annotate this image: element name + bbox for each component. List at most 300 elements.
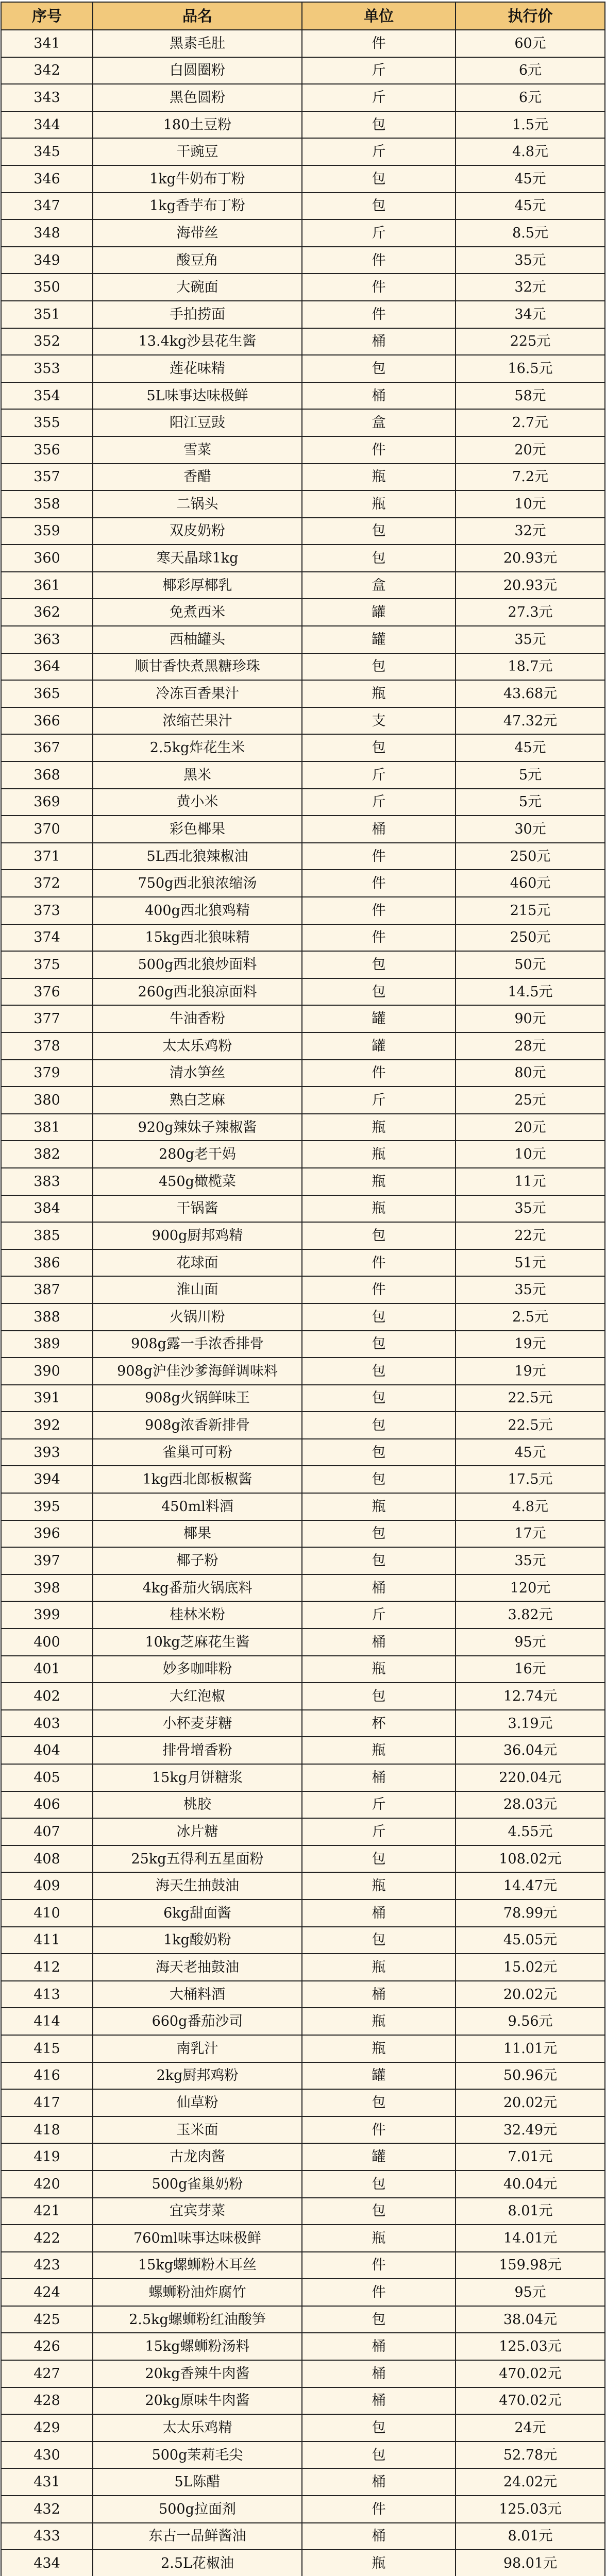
cell-product-name: 180土豆粉 (93, 111, 302, 139)
table-row (1, 247, 605, 274)
cell-serial-number: 359 (1, 518, 93, 545)
cell-serial-number: 392 (1, 1412, 93, 1439)
cell-price: 2.5元 (456, 1303, 605, 1331)
cell-serial-number: 426 (1, 2333, 93, 2360)
cell-product-name: 椰彩厚椰乳 (93, 572, 302, 599)
cell-serial-number: 393 (1, 1439, 93, 1466)
cell-serial-number: 413 (1, 1981, 93, 2008)
cell-price: 14.5元 (456, 978, 605, 1006)
cell-product-name: 牛油香粉 (93, 1005, 302, 1032)
cell-price: 36.04元 (456, 1737, 605, 1764)
table-row (1, 2008, 605, 2035)
cell-serial-number: 375 (1, 951, 93, 978)
cell-product-name: 260g西北狼凉面料 (93, 978, 302, 1006)
cell-product-name: 海带丝 (93, 219, 302, 247)
cell-price: 52.78元 (456, 2442, 605, 2469)
cell-serial-number: 352 (1, 328, 93, 355)
cell-product-name: 大红泡椒 (93, 1683, 302, 1710)
cell-unit: 斤 (302, 1087, 456, 1114)
cell-unit: 桶 (302, 2523, 456, 2550)
table-row (1, 978, 605, 1006)
cell-serial-number: 345 (1, 138, 93, 165)
cell-product-name: 莲花味精 (93, 355, 302, 382)
cell-unit: 桶 (302, 1900, 456, 1927)
cell-unit: 件 (302, 843, 456, 870)
cell-price: 220.04元 (456, 1764, 605, 1791)
cell-unit: 包 (302, 2442, 456, 2469)
cell-serial-number: 418 (1, 2116, 93, 2144)
cell-unit: 瓶 (302, 2008, 456, 2035)
cell-serial-number: 390 (1, 1358, 93, 1385)
cell-serial-number: 421 (1, 2198, 93, 2225)
cell-unit: 罐 (302, 626, 456, 653)
cell-serial-number: 347 (1, 193, 93, 220)
table-row (1, 1601, 605, 1629)
table-row (1, 2062, 605, 2090)
table-row (1, 1276, 605, 1303)
cell-price: 45元 (456, 734, 605, 761)
cell-serial-number: 402 (1, 1683, 93, 1710)
cell-product-name: 15kg西北狼味精 (93, 924, 302, 952)
cell-product-name: 2.5L花椒油 (93, 2550, 302, 2576)
cell-unit: 瓶 (302, 2035, 456, 2062)
cell-price: 32.49元 (456, 2116, 605, 2144)
cell-price: 11.01元 (456, 2035, 605, 2062)
cell-serial-number: 383 (1, 1168, 93, 1195)
cell-product-name: 桃胶 (93, 1791, 302, 1819)
cell-serial-number: 395 (1, 1493, 93, 1520)
cell-unit: 桶 (302, 1629, 456, 1656)
cell-price: 17元 (456, 1520, 605, 1548)
cell-product-name: 太太乐鸡粉 (93, 1032, 302, 1060)
cell-price: 1.5元 (456, 111, 605, 139)
table-row (1, 2143, 605, 2171)
cell-unit: 包 (302, 1439, 456, 1466)
cell-price: 8.01元 (456, 2523, 605, 2550)
cell-product-name: 6kg甜面酱 (93, 1900, 302, 1927)
cell-price: 8.01元 (456, 2198, 605, 2225)
table-row (1, 2225, 605, 2252)
cell-serial-number: 424 (1, 2279, 93, 2306)
cell-price: 24元 (456, 2414, 605, 2442)
cell-price: 18.7元 (456, 653, 605, 681)
cell-serial-number: 366 (1, 707, 93, 735)
table-row (1, 111, 605, 139)
table-row (1, 1493, 605, 1520)
cell-serial-number: 384 (1, 1195, 93, 1223)
cell-unit: 包 (302, 1331, 456, 1358)
cell-product-name: 妙多咖啡粉 (93, 1656, 302, 1683)
cell-price: 17.5元 (456, 1466, 605, 1493)
cell-unit: 斤 (302, 1791, 456, 1819)
cell-serial-number: 343 (1, 84, 93, 111)
cell-product-name: 螺蛳粉油炸腐竹 (93, 2279, 302, 2306)
cell-product-name: 5L西北狼辣椒油 (93, 843, 302, 870)
cell-price: 38.04元 (456, 2306, 605, 2333)
table-row (1, 1168, 605, 1195)
table-row (1, 1466, 605, 1493)
table-row (1, 193, 605, 220)
cell-product-name: 2.5kg炸花生米 (93, 734, 302, 761)
table-row (1, 1574, 605, 1602)
cell-serial-number: 398 (1, 1574, 93, 1602)
cell-unit: 桶 (302, 2333, 456, 2360)
cell-product-name: 5L味事达味极鲜 (93, 382, 302, 410)
cell-product-name: 阳江豆豉 (93, 409, 302, 436)
cell-price: 98.01元 (456, 2550, 605, 2576)
cell-serial-number: 391 (1, 1385, 93, 1412)
cell-price: 28元 (456, 1032, 605, 1060)
cell-price: 50元 (456, 951, 605, 978)
table-row (1, 1222, 605, 1249)
cell-serial-number: 350 (1, 274, 93, 301)
cell-product-name: 大碗面 (93, 274, 302, 301)
table-row (1, 1358, 605, 1385)
cell-unit: 瓶 (302, 1737, 456, 1764)
cell-product-name: 1kg西北郎板椒酱 (93, 1466, 302, 1493)
cell-product-name: 450ml料酒 (93, 1493, 302, 1520)
cell-product-name: 香醋 (93, 464, 302, 491)
cell-product-name: 火锅川粉 (93, 1303, 302, 1331)
cell-price: 20元 (456, 1114, 605, 1141)
cell-serial-number: 367 (1, 734, 93, 761)
cell-price: 19元 (456, 1358, 605, 1385)
table-row (1, 843, 605, 870)
cell-product-name: 免煮西米 (93, 599, 302, 626)
cell-serial-number: 374 (1, 924, 93, 952)
cell-unit: 包 (302, 2198, 456, 2225)
cell-unit: 包 (302, 978, 456, 1006)
table-row (1, 1087, 605, 1114)
cell-unit: 件 (302, 247, 456, 274)
cell-product-name: 仙草粉 (93, 2089, 302, 2116)
table-row (1, 490, 605, 518)
table-row (1, 219, 605, 247)
cell-price: 470.02元 (456, 2387, 605, 2415)
cell-product-name: 908g沪佳沙爹海鲜调味料 (93, 1358, 302, 1385)
cell-unit: 斤 (302, 761, 456, 789)
cell-price: 10元 (456, 490, 605, 518)
cell-unit: 桶 (302, 1764, 456, 1791)
table-row (1, 897, 605, 924)
cell-product-name: 黑色圆粉 (93, 84, 302, 111)
cell-price: 125.03元 (456, 2333, 605, 2360)
cell-serial-number: 354 (1, 382, 93, 410)
cell-serial-number: 364 (1, 653, 93, 681)
cell-serial-number: 356 (1, 436, 93, 464)
cell-product-name: 280g老干妈 (93, 1141, 302, 1168)
cell-price: 7.01元 (456, 2143, 605, 2171)
cell-product-name: 5L陈醋 (93, 2468, 302, 2496)
table-row (1, 1872, 605, 1900)
table-row (1, 1981, 605, 2008)
table-row (1, 1547, 605, 1574)
table-row (1, 2279, 605, 2306)
cell-product-name: 13.4kg沙县花生酱 (93, 328, 302, 355)
table-row (1, 1954, 605, 1981)
table-row (1, 599, 605, 626)
cell-product-name: 彩色椰果 (93, 816, 302, 843)
cell-serial-number: 351 (1, 301, 93, 328)
cell-product-name: 908g火锅鲜味王 (93, 1385, 302, 1412)
cell-price: 78.99元 (456, 1900, 605, 1927)
cell-unit: 包 (302, 1683, 456, 1710)
cell-serial-number: 349 (1, 247, 93, 274)
table-row (1, 1791, 605, 1819)
cell-serial-number: 428 (1, 2387, 93, 2415)
cell-serial-number: 427 (1, 2360, 93, 2387)
cell-price: 10元 (456, 1141, 605, 1168)
cell-serial-number: 388 (1, 1303, 93, 1331)
cell-price: 35元 (456, 626, 605, 653)
cell-price: 14.01元 (456, 2225, 605, 2252)
cell-unit: 件 (302, 897, 456, 924)
cell-unit: 瓶 (302, 1493, 456, 1520)
cell-unit: 包 (302, 1547, 456, 1574)
table-row (1, 2360, 605, 2387)
cell-price: 4.8元 (456, 138, 605, 165)
cell-unit: 桶 (302, 382, 456, 410)
table-row (1, 1737, 605, 1764)
cell-serial-number: 415 (1, 2035, 93, 2062)
table-row (1, 382, 605, 410)
table-row (1, 1520, 605, 1548)
cell-price: 30元 (456, 816, 605, 843)
cell-unit: 包 (302, 2414, 456, 2442)
table-row (1, 328, 605, 355)
table-row (1, 2550, 605, 2576)
table-row (1, 951, 605, 978)
cell-price: 35元 (456, 1547, 605, 1574)
cell-unit: 瓶 (302, 1656, 456, 1683)
cell-unit: 罐 (302, 599, 456, 626)
cell-price: 34元 (456, 301, 605, 328)
cell-product-name: 大桶料酒 (93, 1981, 302, 2008)
cell-serial-number: 358 (1, 490, 93, 518)
cell-serial-number: 341 (1, 30, 93, 57)
cell-product-name: 500g雀巢奶粉 (93, 2171, 302, 2198)
header-unit: 单位 (302, 2, 456, 30)
table-row (1, 2523, 605, 2550)
table-row (1, 2414, 605, 2442)
cell-serial-number: 430 (1, 2442, 93, 2469)
table-row (1, 518, 605, 545)
cell-product-name: 20kg原味牛肉酱 (93, 2387, 302, 2415)
cell-price: 45元 (456, 165, 605, 193)
cell-price: 125.03元 (456, 2496, 605, 2523)
cell-product-name: 顺甘香快煮黑糖珍珠 (93, 653, 302, 681)
table-row (1, 436, 605, 464)
table-row (1, 572, 605, 599)
cell-serial-number: 361 (1, 572, 93, 599)
cell-unit: 瓶 (302, 464, 456, 491)
cell-unit: 包 (302, 1845, 456, 1873)
cell-price: 14.47元 (456, 1872, 605, 1900)
cell-product-name: 25kg五得利五星面粉 (93, 1845, 302, 1873)
table-row (1, 2496, 605, 2523)
cell-price: 9.56元 (456, 2008, 605, 2035)
cell-product-name: 雀巢可可粉 (93, 1439, 302, 1466)
table-row (1, 626, 605, 653)
table-row (1, 1114, 605, 1141)
cell-product-name: 熟白芝麻 (93, 1087, 302, 1114)
table-row (1, 2333, 605, 2360)
cell-unit: 斤 (302, 1818, 456, 1845)
table-row (1, 409, 605, 436)
cell-product-name: 东古一品鲜酱油 (93, 2523, 302, 2550)
cell-price: 47.32元 (456, 707, 605, 735)
cell-product-name: 海天生抽鼓油 (93, 1872, 302, 1900)
cell-unit: 件 (302, 2252, 456, 2279)
cell-serial-number: 360 (1, 545, 93, 572)
cell-unit: 件 (302, 436, 456, 464)
cell-serial-number: 403 (1, 1710, 93, 1737)
cell-unit: 杯 (302, 1710, 456, 1737)
cell-serial-number: 381 (1, 1114, 93, 1141)
cell-price: 20.02元 (456, 2089, 605, 2116)
cell-unit: 包 (302, 193, 456, 220)
table-row (1, 1005, 605, 1032)
cell-price: 108.02元 (456, 1845, 605, 1873)
cell-unit: 包 (302, 2089, 456, 2116)
cell-serial-number: 410 (1, 1900, 93, 1927)
table-row (1, 138, 605, 165)
cell-serial-number: 419 (1, 2143, 93, 2171)
cell-price: 22元 (456, 1222, 605, 1249)
table-row (1, 301, 605, 328)
cell-product-name: 15kg螺蛳粉汤料 (93, 2333, 302, 2360)
table-row (1, 734, 605, 761)
cell-unit: 包 (302, 653, 456, 681)
cell-unit: 罐 (302, 1032, 456, 1060)
cell-product-name: 冰片糖 (93, 1818, 302, 1845)
cell-price: 7.2元 (456, 464, 605, 491)
cell-price: 120元 (456, 1574, 605, 1602)
cell-price: 8.5元 (456, 219, 605, 247)
table-row (1, 84, 605, 111)
cell-product-name: 酸豆角 (93, 247, 302, 274)
header-product-name: 品名 (93, 2, 302, 30)
cell-price: 6元 (456, 84, 605, 111)
cell-product-name: 清水笋丝 (93, 1060, 302, 1087)
cell-serial-number: 396 (1, 1520, 93, 1548)
cell-price: 250元 (456, 924, 605, 952)
cell-serial-number: 371 (1, 843, 93, 870)
cell-price: 27.3元 (456, 599, 605, 626)
price-list-sheet (1, 2, 604, 2576)
cell-product-name: 900g厨邦鸡精 (93, 1222, 302, 1249)
cell-serial-number: 414 (1, 2008, 93, 2035)
cell-serial-number: 355 (1, 409, 93, 436)
cell-unit: 瓶 (302, 1141, 456, 1168)
cell-product-name: 黑米 (93, 761, 302, 789)
cell-product-name: 20kg香辣牛肉酱 (93, 2360, 302, 2387)
table-row (1, 1683, 605, 1710)
cell-product-name: 干锅酱 (93, 1195, 302, 1223)
cell-price: 80元 (456, 1060, 605, 1087)
cell-product-name: 500g拉面剂 (93, 2496, 302, 2523)
cell-price: 25元 (456, 1087, 605, 1114)
cell-unit: 瓶 (302, 1872, 456, 1900)
cell-product-name: 淮山面 (93, 1276, 302, 1303)
cell-unit: 瓶 (302, 1114, 456, 1141)
table-row (1, 1060, 605, 1087)
cell-price: 6元 (456, 57, 605, 84)
cell-price: 45.05元 (456, 1927, 605, 1954)
cell-price: 28.03元 (456, 1791, 605, 1819)
cell-product-name: 排骨增香粉 (93, 1737, 302, 1764)
cell-price: 35元 (456, 247, 605, 274)
cell-serial-number: 429 (1, 2414, 93, 2442)
cell-product-name: 寒天晶球1kg (93, 545, 302, 572)
cell-unit: 包 (302, 951, 456, 978)
cell-unit: 瓶 (302, 680, 456, 707)
cell-serial-number: 422 (1, 2225, 93, 2252)
cell-product-name: 500g西北狼炒面料 (93, 951, 302, 978)
cell-price: 45元 (456, 193, 605, 220)
cell-serial-number: 344 (1, 111, 93, 139)
cell-price: 470.02元 (456, 2360, 605, 2387)
cell-price: 40.04元 (456, 2171, 605, 2198)
cell-unit: 包 (302, 111, 456, 139)
cell-price: 22.5元 (456, 1412, 605, 1439)
cell-serial-number: 404 (1, 1737, 93, 1764)
cell-unit: 桶 (302, 328, 456, 355)
cell-unit: 件 (302, 30, 456, 57)
table-row (1, 1303, 605, 1331)
table-row (1, 870, 605, 897)
table-row (1, 1764, 605, 1791)
cell-price: 95元 (456, 1629, 605, 1656)
cell-serial-number: 394 (1, 1466, 93, 1493)
cell-serial-number: 399 (1, 1601, 93, 1629)
cell-product-name: 古龙肉酱 (93, 2143, 302, 2171)
cell-price: 16.5元 (456, 355, 605, 382)
cell-serial-number: 409 (1, 1872, 93, 1900)
cell-product-name: 浓缩芒果汁 (93, 707, 302, 735)
cell-serial-number: 386 (1, 1249, 93, 1277)
cell-serial-number: 406 (1, 1791, 93, 1819)
table-row (1, 1195, 605, 1223)
table-row (1, 2171, 605, 2198)
cell-product-name: 750g西北狼浓缩汤 (93, 870, 302, 897)
cell-product-name: 450g橄榄菜 (93, 1168, 302, 1195)
table-row (1, 1710, 605, 1737)
cell-price: 20.93元 (456, 545, 605, 572)
cell-product-name: 10kg芝麻花生酱 (93, 1629, 302, 1656)
cell-serial-number: 401 (1, 1656, 93, 1683)
cell-serial-number: 376 (1, 978, 93, 1006)
table-row (1, 2198, 605, 2225)
cell-serial-number: 382 (1, 1141, 93, 1168)
cell-price: 20.02元 (456, 1981, 605, 2008)
cell-serial-number: 369 (1, 789, 93, 816)
cell-product-name: 4kg番茄火锅底料 (93, 1574, 302, 1602)
cell-unit: 瓶 (302, 2550, 456, 2576)
table-row (1, 2387, 605, 2415)
table-row (1, 1900, 605, 1927)
table-row (1, 2035, 605, 2062)
cell-product-name: 1kg牛奶布丁粉 (93, 165, 302, 193)
table-row (1, 464, 605, 491)
cell-price: 22.5元 (456, 1385, 605, 1412)
table-row (1, 1331, 605, 1358)
cell-product-name: 白圆圈粉 (93, 57, 302, 84)
cell-unit: 盒 (302, 409, 456, 436)
cell-unit: 罐 (302, 1005, 456, 1032)
cell-product-name: 椰果 (93, 1520, 302, 1548)
cell-serial-number: 405 (1, 1764, 93, 1791)
